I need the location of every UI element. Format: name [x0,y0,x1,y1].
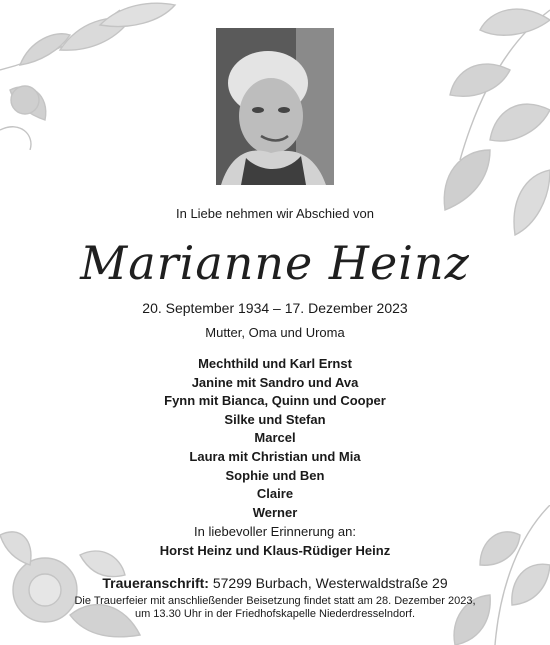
mourner-entry: Sophie und Ben [225,467,325,483]
mourner-entry: Fynn mit Bianca, Quinn und Cooper [164,393,386,409]
mourner-entry: Claire [256,486,294,502]
service-line: Die Trauerfeier mit anschließender Beisetzung findet statt am 28. Dezember 2023, [74,595,476,607]
mourner-entry: Laura mit Christian und Mia [189,448,361,464]
life-dates: 20. September 1934 – 17. Dezember 2023 [142,300,408,316]
address-label: Traueranschrift: [102,575,209,591]
children-names: Horst Heinz und Klaus-Rüdiger Heinz [159,543,391,558]
memory-text: In liebevoller Erinnerung an: [194,524,356,539]
mourner-entry: Janine mit Sandro und Ava [191,374,359,390]
floral-ornament-icon [0,0,180,150]
mourner-entry: Werner [252,504,298,520]
floral-ornament-icon [400,0,550,240]
family-role: Mutter, Oma und Uroma [205,325,345,340]
portrait-image [216,28,334,185]
deceased-name: Marianne Heinz [80,236,470,290]
intro-text: In Liebe nehmen wir Abschied von [175,206,374,221]
mourner-entry: Silke und Stefan [224,411,326,427]
service-details [0,595,550,621]
address-value: 57299 Burbach, Westerwaldstraße 29 [212,575,448,591]
mourning-address [0,575,550,591]
mourner-entry: Mechthild und Karl Ernst [198,356,352,371]
mourners-list [0,355,550,522]
service-line: um 13.30 Uhr in der Friedhofskapelle Niederdresselndorf. [134,608,416,620]
mourner-entry: Marcel [254,430,296,446]
portrait-photo [216,28,334,185]
